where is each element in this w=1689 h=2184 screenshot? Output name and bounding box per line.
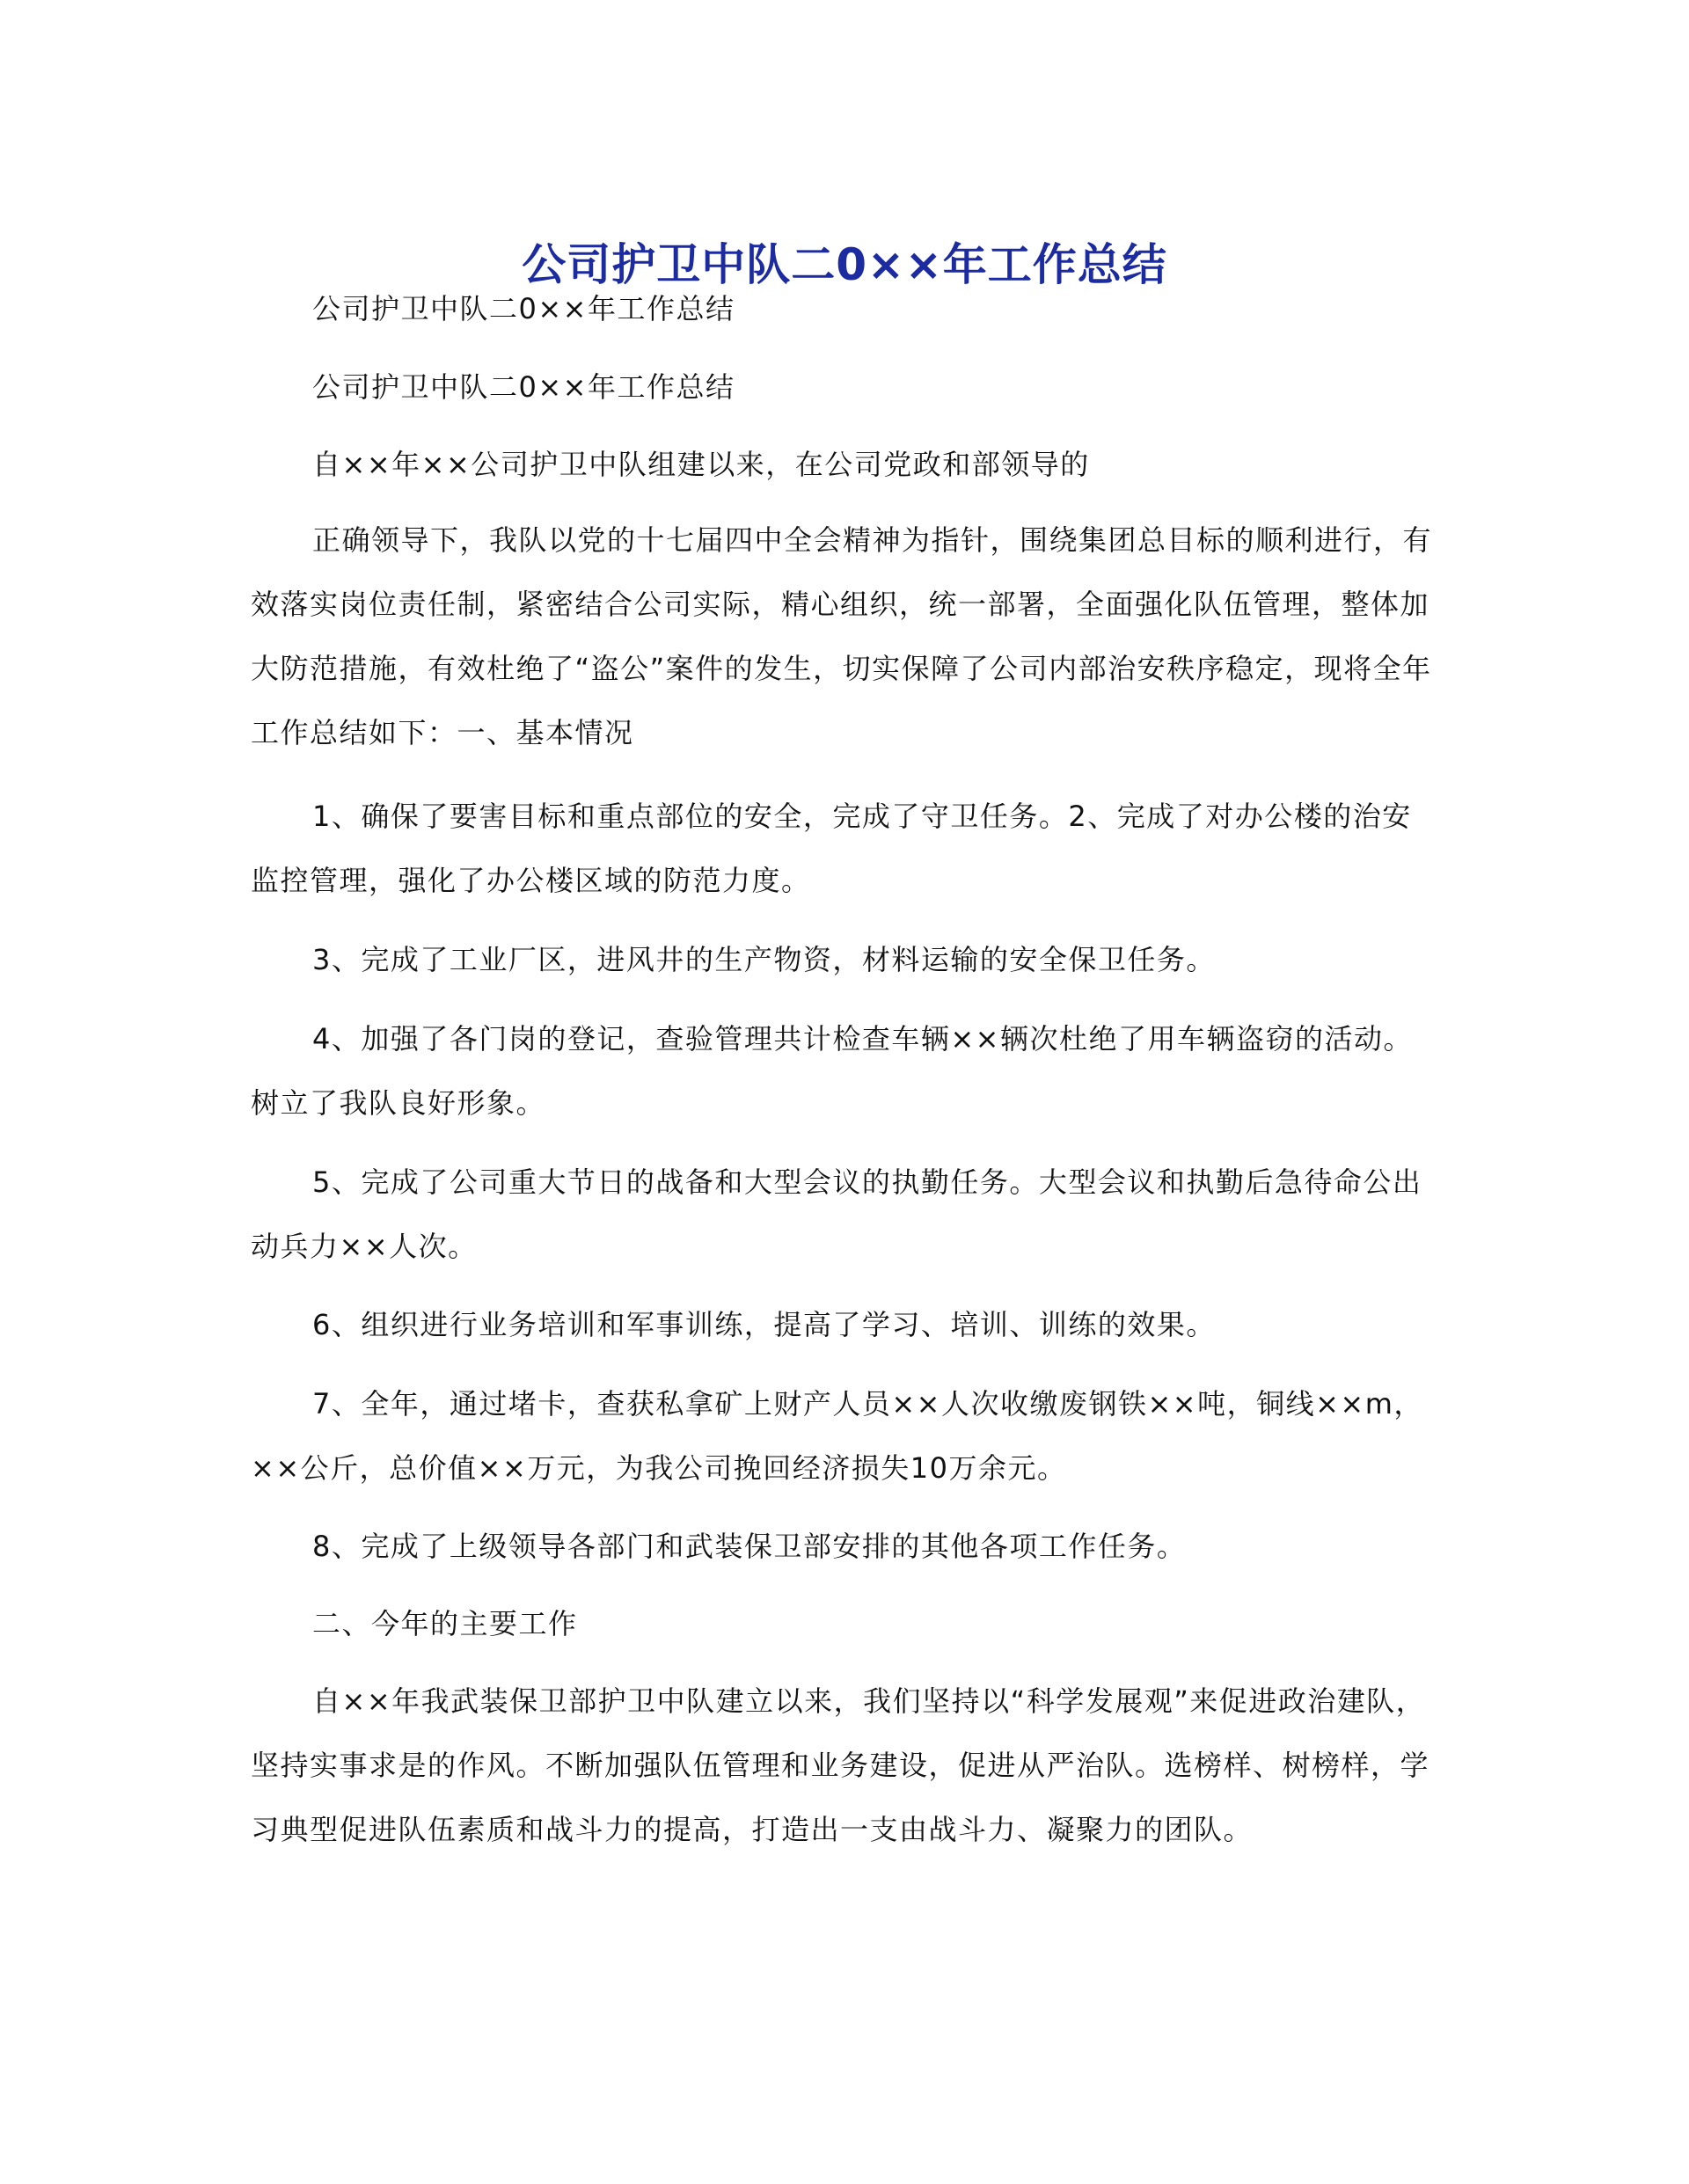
- subtitle-line-2: 公司护卫中队二0××年工作总结: [312, 370, 735, 404]
- item-paragraph-3: 3、完成了工业厂区，进风井的生产物资，材料运输的安全保卫任务。: [312, 943, 1216, 976]
- item-paragraph-5: 5、完成了公司重大节日的战备和大型会议的执勤任务。大型会议和执勤后急待命公出动兵力××人次。: [251, 1165, 1422, 1263]
- section-2-paragraph: 自××年我武装保卫部护卫中队建立以来，我们坚持以“科学发展观”来促进政治建队，坚持实事求是的作风。不断加强队伍管理和业务建设，促进从严治队。选榜样、树榜样，学习典型促进队伍素质和战斗力的提高，打造出一支由战斗力、凝聚力的团队。: [251, 1684, 1430, 1846]
- section-heading-2: 二、今年的主要工作: [312, 1607, 578, 1640]
- item-paragraph-7: 7、全年，通过堵卡，查获私拿矿上财产人员××人次收缴废钢铁××吨，铜线××m，××公斤，总价值××万元，为我公司挽回经济损失10万余元。: [251, 1387, 1423, 1485]
- intro-paragraph-start: 自××年××公司护卫中队组建以来，在公司党政和部领导的: [312, 448, 1090, 481]
- intro-paragraph-body: 正确领导下，我队以党的十七届四中全会精神为指针，围绕集团总目标的顺利进行，有效落实岗位责任制，紧密结合公司实际，精心组织，统一部署，全面强化队伍管理，整体加大防范措施，有效杜绝了“盗公”案件的发生，切实保障了公司内部治安秩序稳定，现将全年工作总结如下：一、基本情况: [251, 523, 1433, 749]
- document-title: 公司护卫中队二0××年工作总结: [522, 238, 1167, 290]
- item-paragraph-6: 6、组织进行业务培训和军事训练，提高了学习、培训、训练的效果。: [312, 1308, 1216, 1341]
- item-paragraph-8: 8、完成了上级领导各部门和武装保卫部安排的其他各项工作任务。: [312, 1530, 1187, 1563]
- subtitle-line-1: 公司护卫中队二0××年工作总结: [312, 292, 735, 325]
- item-paragraph-4: 4、加强了各门岗的登记，查验管理共计检查车辆××辆次杜绝了用车辆盗窃的活动。树立了我队良好形象。: [251, 1022, 1413, 1120]
- item-paragraph-1-2: 1、确保了要害目标和重点部位的安全，完成了守卫任务。2、完成了对办公楼的治安监控管理，强化了办公楼区域的防范力度。: [251, 800, 1412, 897]
